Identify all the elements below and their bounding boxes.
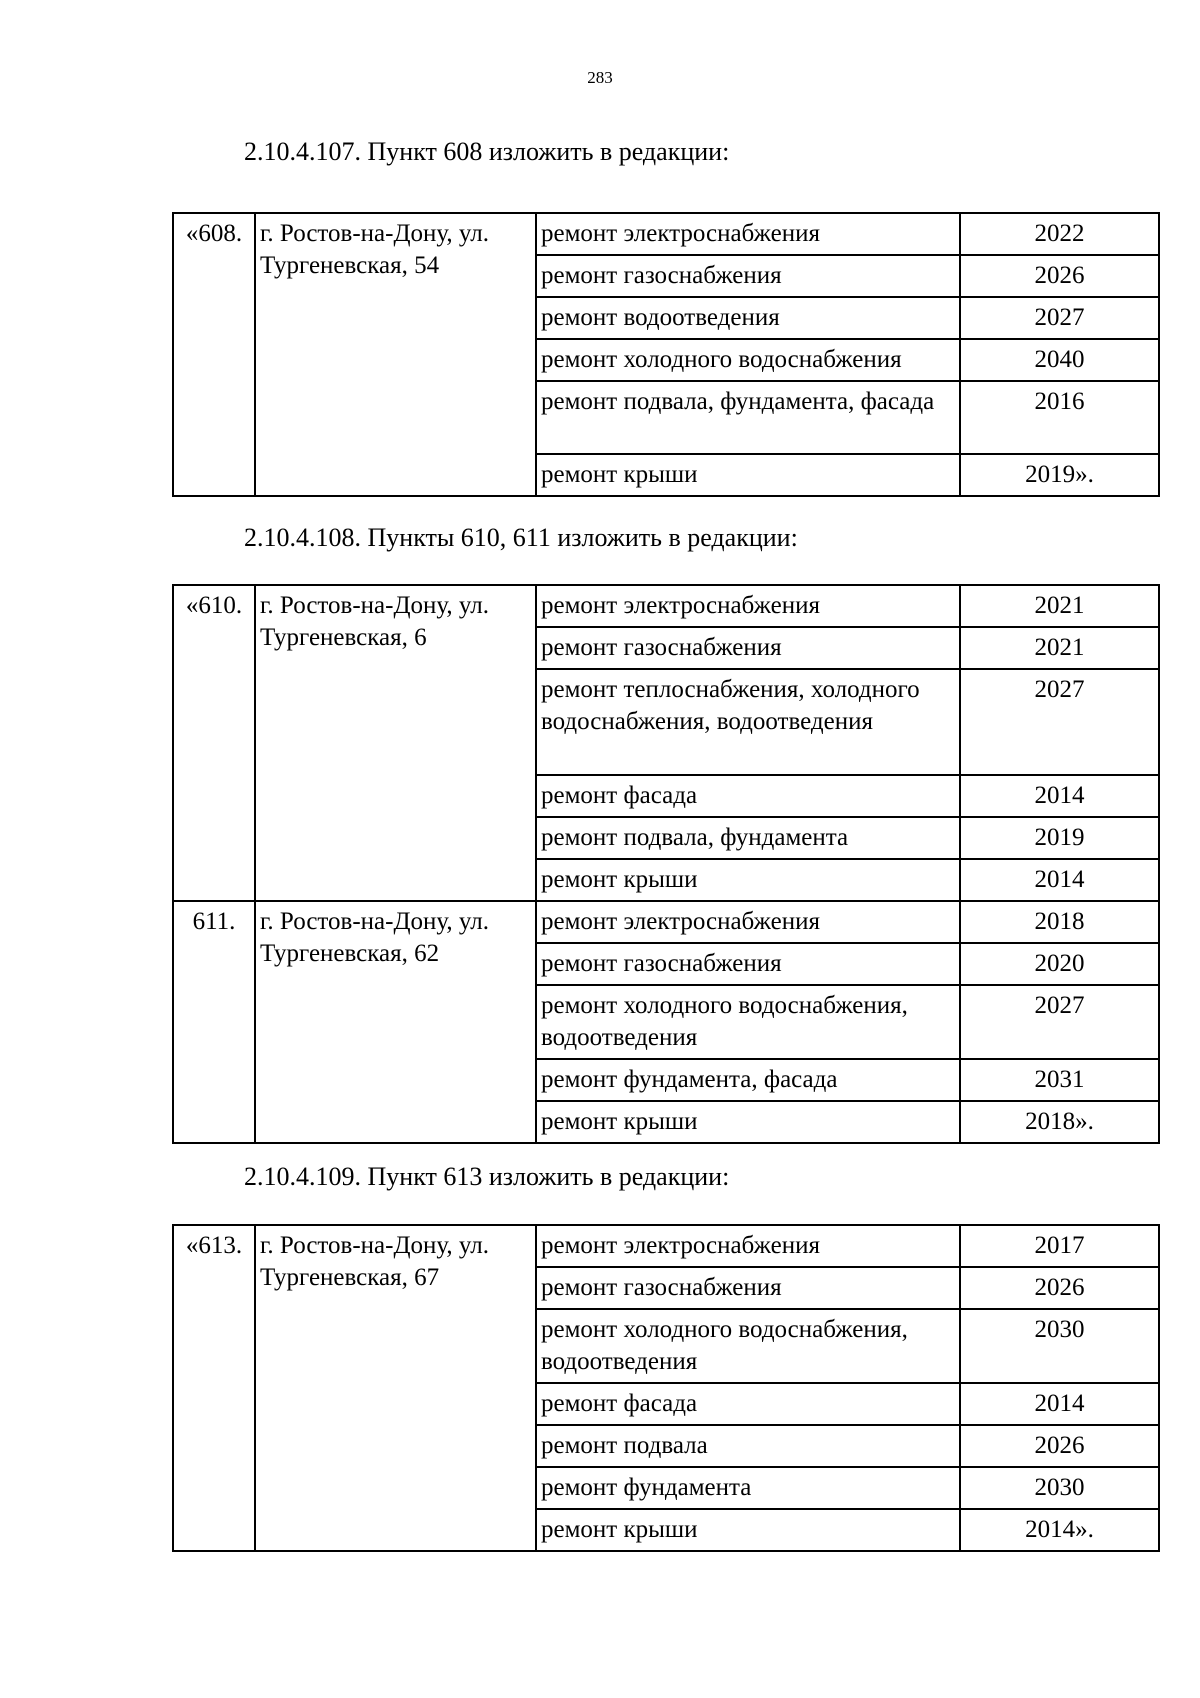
work-type: ремонт холодного водоснабжения, водоотведения bbox=[536, 985, 960, 1059]
work-type: ремонт фасада bbox=[536, 775, 960, 817]
work-year: 2014 bbox=[960, 1383, 1159, 1425]
work-year: 2026 bbox=[960, 1425, 1159, 1467]
section-heading: 2.10.4.108. Пункты 610, 611 изложить в редакции: bbox=[244, 523, 798, 552]
work-type: ремонт водоотведения bbox=[536, 297, 960, 339]
item-address: г. Ростов-на-Дону, ул. Тургеневская, 54 bbox=[255, 213, 536, 496]
work-year: 2027 bbox=[960, 297, 1159, 339]
amendment-table bbox=[172, 212, 1160, 497]
work-type: ремонт крыши bbox=[536, 454, 960, 496]
item-number: 611. bbox=[173, 901, 255, 1143]
table-row bbox=[173, 213, 1159, 255]
work-type: ремонт подвала, фундамента, фасада bbox=[536, 381, 960, 454]
work-year: 2027 bbox=[960, 985, 1159, 1059]
work-year: 2030 bbox=[960, 1467, 1159, 1509]
work-type: ремонт электроснабжения bbox=[536, 213, 960, 255]
work-year: 2016 bbox=[960, 381, 1159, 454]
page-number: 283 bbox=[587, 68, 613, 87]
work-year: 2020 bbox=[960, 943, 1159, 985]
table-row bbox=[173, 901, 1159, 943]
work-type: ремонт подвала, фундамента bbox=[536, 817, 960, 859]
work-year: 2019 bbox=[960, 817, 1159, 859]
item-address: г. Ростов-на-Дону, ул. Тургеневская, 6 bbox=[255, 585, 536, 901]
work-year: 2026 bbox=[960, 255, 1159, 297]
work-type: ремонт холодного водоснабжения, водоотведения bbox=[536, 1309, 960, 1383]
work-year: 2022 bbox=[960, 213, 1159, 255]
work-type: ремонт фасада bbox=[536, 1383, 960, 1425]
work-type: ремонт электроснабжения bbox=[536, 901, 960, 943]
work-type: ремонт подвала bbox=[536, 1425, 960, 1467]
work-type: ремонт электроснабжения bbox=[536, 1225, 960, 1267]
work-type: ремонт газоснабжения bbox=[536, 255, 960, 297]
section-heading: 2.10.4.107. Пункт 608 изложить в редакции: bbox=[244, 137, 730, 166]
section-heading: 2.10.4.109. Пункт 613 изложить в редакции: bbox=[244, 1162, 730, 1191]
work-type: ремонт крыши bbox=[536, 1509, 960, 1551]
work-year: 2019». bbox=[960, 454, 1159, 496]
work-year: 2027 bbox=[960, 669, 1159, 775]
work-type: ремонт электроснабжения bbox=[536, 585, 960, 627]
work-year: 2040 bbox=[960, 339, 1159, 381]
item-number: «613. bbox=[173, 1225, 255, 1551]
work-year: 2030 bbox=[960, 1309, 1159, 1383]
work-type: ремонт крыши bbox=[536, 859, 960, 901]
work-type: ремонт теплоснабжения, холодного водоснабжения, водоотведения bbox=[536, 669, 960, 775]
item-number: «608. bbox=[173, 213, 255, 496]
work-type: ремонт газоснабжения bbox=[536, 943, 960, 985]
amendment-table bbox=[172, 1224, 1160, 1552]
table-row bbox=[173, 585, 1159, 627]
work-type: ремонт крыши bbox=[536, 1101, 960, 1143]
item-address: г. Ростов-на-Дону, ул. Тургеневская, 67 bbox=[255, 1225, 536, 1551]
work-year: 2018 bbox=[960, 901, 1159, 943]
item-address: г. Ростов-на-Дону, ул. Тургеневская, 62 bbox=[255, 901, 536, 1143]
work-year: 2017 bbox=[960, 1225, 1159, 1267]
work-year: 2018». bbox=[960, 1101, 1159, 1143]
work-year: 2021 bbox=[960, 585, 1159, 627]
amendment-table bbox=[172, 584, 1160, 1144]
table-row bbox=[173, 1225, 1159, 1267]
work-type: ремонт газоснабжения bbox=[536, 627, 960, 669]
work-year: 2021 bbox=[960, 627, 1159, 669]
work-type: ремонт холодного водоснабжения bbox=[536, 339, 960, 381]
work-year: 2031 bbox=[960, 1059, 1159, 1101]
work-year: 2014 bbox=[960, 859, 1159, 901]
work-year: 2014». bbox=[960, 1509, 1159, 1551]
work-year: 2014 bbox=[960, 775, 1159, 817]
work-type: ремонт газоснабжения bbox=[536, 1267, 960, 1309]
work-type: ремонт фундамента bbox=[536, 1467, 960, 1509]
work-year: 2026 bbox=[960, 1267, 1159, 1309]
item-number: «610. bbox=[173, 585, 255, 901]
work-type: ремонт фундамента, фасада bbox=[536, 1059, 960, 1101]
